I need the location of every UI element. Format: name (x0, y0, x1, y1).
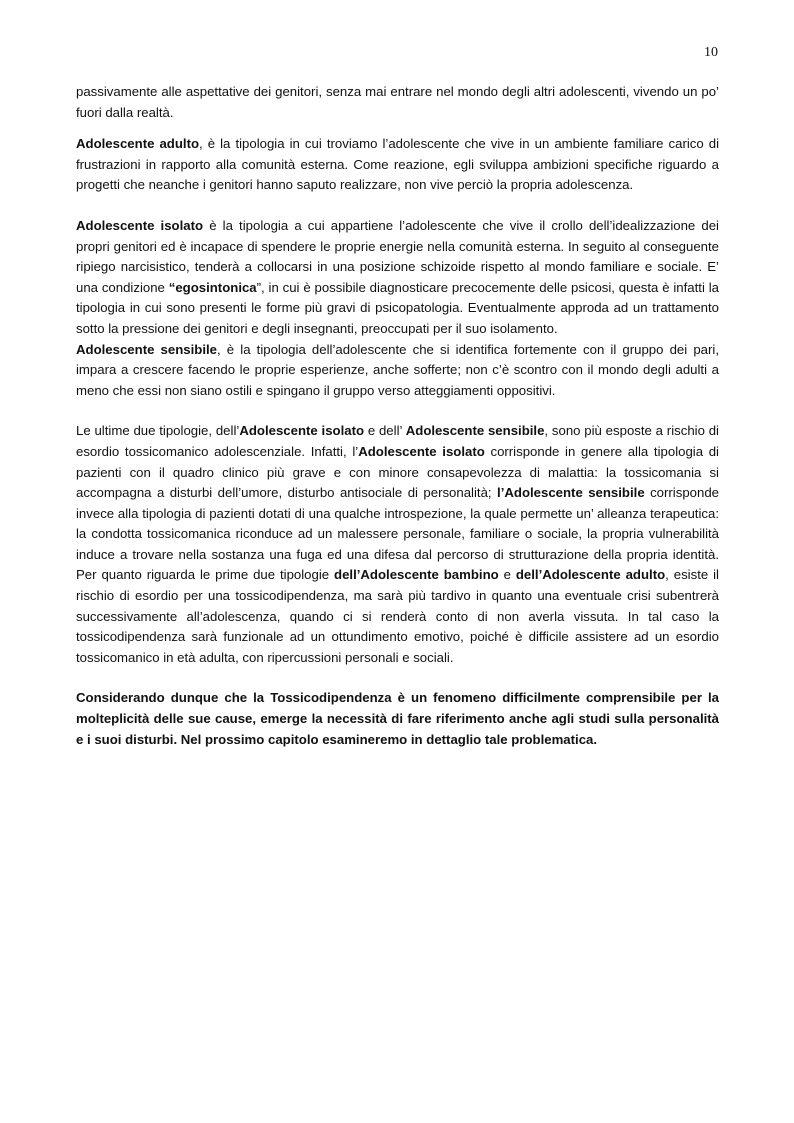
term-adolescente-isolato: Adolescente isolato (358, 443, 485, 459)
paragraph-text: , è la tipologia dell’adolescente che si identifica fortemente con il gruppo dei pari, impara a crescere facendo le proprie esperienze, anche sofferte; non c’è scontro con il mondo degli adulti a meno che essi non siano ostili e spingano il gruppo verso atteggiamenti oppositivi. (76, 341, 719, 398)
term-adolescente-adulto: dell’Adolescente adulto (515, 567, 666, 583)
paragraph-ultime-tipologie (76, 421, 719, 668)
term-adolescente-sensibile: Adolescente sensibile (405, 423, 545, 439)
paragraph-adolescente-adulto (76, 134, 719, 196)
paragraph-text: ”, in cui è possibile diagnosticare precocemente delle psicosi, questa è infatti la tipologia in cui sono presenti le forme più gravi di psicopatologia. Eventualmente approda ad un trattamento sotto la pressione dei genitori e degli insegnanti, preoccupati per il suo isolamento. (76, 279, 719, 336)
term-egosintonica: “egosintonica (168, 279, 257, 295)
paragraph-adolescente-isolato (76, 216, 719, 340)
paragraph-text: e (498, 567, 516, 583)
paragraph-conclusion (76, 688, 719, 750)
paragraph-text: , è la tipologia in cui troviamo l’adolescente che vive in un ambiente familiare carico di frustrazioni in rapporto alla comunità esterna. Come reazione, egli sviluppa ambizioni specifiche riguardo a progetti che neanche i genitori hanno saputo realizzare, non vive perciò la propria adolescenza. (76, 136, 720, 193)
paragraph-text: Considerando dunque che la Tossicodipendenza è un fenomeno difficilmente comprensibile per la molteplicità delle sue cause, emerge la necessità di fare riferimento anche agli studi sulla personalità e i suoi disturbi. Nel prossimo capitolo esamineremo in dettaglio tale problematica. (76, 690, 719, 747)
term-adolescente-isolato: Adolescente isolato (239, 423, 365, 439)
term-adolescente-sensibile: Adolescente sensibile (76, 341, 217, 357)
paragraph-text: corrisponde invece alla tipologia di pazienti dotati di una qualche introspezione, la quale permette un’ alleanza terapeutica: la condotta tossicomanica riconduce ad un malessere personale, familiare o sociale, la propria vulnerabilità induce a trovare nella sostanza una fuga ed una difesa dal percorso di strutturazione della propria identità. Per quanto riguarda le prime due tipologie (76, 485, 719, 583)
paragraph-text: e dell’ (364, 423, 406, 439)
page-body (76, 82, 719, 750)
page-number: 10 (704, 45, 718, 60)
paragraph-text: Le ultime due tipologie, dell’ (76, 423, 240, 439)
paragraph-continuation (76, 82, 719, 123)
paragraph-text: , sono più esposte a rischio di esordio tossicomanico adolescenziale. Infatti, l’ (76, 423, 719, 459)
paragraph-text: , esiste il rischio di esordio per una tossicodipendenza, ma sarà più tardivo in quanto una eventuale crisi subentrerà successivamente all’adolescenza, quando ci si renderà conto di non averla vissuta. In tal caso la tossicodipendenza sarà funzionale ad un ottundimento emotivo, poiché è difficile assistere ad un esordio tossicomanico in età adulta, con ripercussioni personali e sociali. (76, 567, 719, 665)
paragraph-text: corrisponde in genere alla tipologia di pazienti con il quadro clinico più grave e con minore consapevolezza di malattia: la tossicomania si accompagna a disturbi dell’umore, disturbo antisociale di personalità; (76, 443, 719, 501)
term-adolescente-sensibile: l’Adolescente sensibile (497, 485, 645, 501)
paragraph-text: passivamente alle aspettative dei genitori, senza mai entrare nel mondo degli altri adolescenti, vivendo un po’ fuori dalla realtà. (76, 84, 719, 120)
term-adolescente-isolato: Adolescente isolato (76, 217, 204, 233)
term-adolescente-bambino: dell’Adolescente bambino (334, 567, 499, 583)
paragraph-text: è la tipologia a cui appartiene l’adolescente che vive il crollo dell’idealizzazione dei propri genitori ed è incapace di spendere le proprie energie nella comunità esterna. In seguito al conseguente ripiego narcisistico, tenderà a collocarsi in una posizione schizoide rispetto al mondo familiare e sociale. E’ una condizione (76, 217, 719, 295)
paragraph-adolescente-sensibile (76, 340, 719, 402)
term-adolescente-adulto: Adolescente adulto (76, 136, 200, 152)
